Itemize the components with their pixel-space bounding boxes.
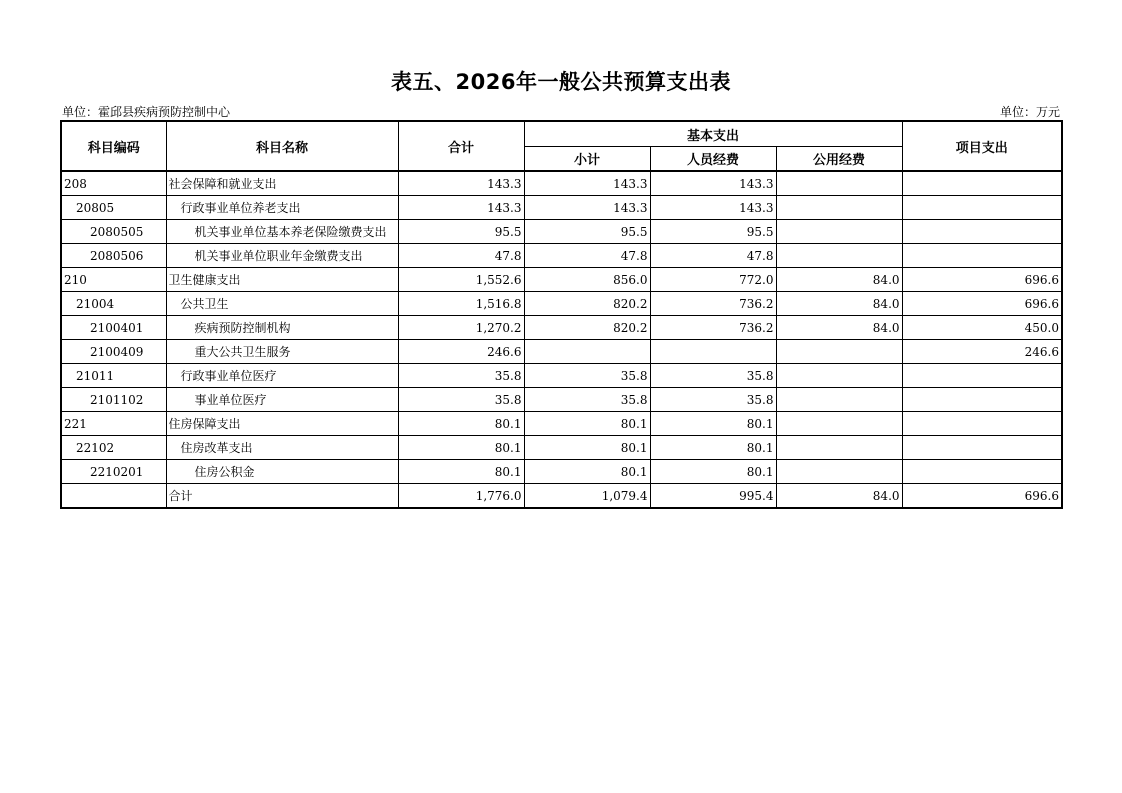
cell-subtotal <box>524 340 650 364</box>
table-body <box>61 171 1062 508</box>
budget-expenditure-table <box>60 120 1063 509</box>
cell-public <box>776 244 902 268</box>
cell-project <box>902 364 1062 388</box>
cell-name: 公共卫生 <box>166 292 398 316</box>
cell-subtotal: 820.2 <box>524 316 650 340</box>
cell-subtotal: 143.3 <box>524 171 650 196</box>
page-title: 表五、2026年一般公共预算支出表 <box>391 70 731 94</box>
cell-code: 2100409 <box>61 340 166 364</box>
cell-name: 合计 <box>166 484 398 509</box>
cell-personnel: 143.3 <box>650 196 776 220</box>
cell-code: 2080505 <box>61 220 166 244</box>
cell-subtotal: 35.8 <box>524 364 650 388</box>
cell-code: 2080506 <box>61 244 166 268</box>
cell-public <box>776 460 902 484</box>
cell-subtotal: 80.1 <box>524 412 650 436</box>
cell-personnel: 80.1 <box>650 460 776 484</box>
table-row <box>61 196 1062 220</box>
cell-total: 1,552.6 <box>398 268 524 292</box>
cell-total: 80.1 <box>398 436 524 460</box>
cell-subtotal: 35.8 <box>524 388 650 412</box>
cell-project: 696.6 <box>902 292 1062 316</box>
cell-project: 450.0 <box>902 316 1062 340</box>
cell-project <box>902 412 1062 436</box>
unit-currency-label: 单位：万元 <box>999 105 1060 119</box>
table-row <box>61 484 1062 509</box>
cell-public: 84.0 <box>776 484 902 509</box>
table-row <box>61 292 1062 316</box>
cell-public: 84.0 <box>776 268 902 292</box>
cell-name: 行政事业单位医疗 <box>166 364 398 388</box>
header-public-cost: 公用经费 <box>776 147 902 172</box>
cell-total: 1,270.2 <box>398 316 524 340</box>
cell-project <box>902 388 1062 412</box>
cell-name: 卫生健康支出 <box>166 268 398 292</box>
header-basic-expenditure: 基本支出 <box>524 121 902 147</box>
cell-personnel <box>650 340 776 364</box>
cell-code: 21011 <box>61 364 166 388</box>
table-row <box>61 388 1062 412</box>
cell-total: 95.5 <box>398 220 524 244</box>
cell-name: 疾病预防控制机构 <box>166 316 398 340</box>
cell-total: 35.8 <box>398 364 524 388</box>
cell-personnel: 35.8 <box>650 364 776 388</box>
cell-project <box>902 196 1062 220</box>
cell-name: 机关事业单位基本养老保险缴费支出 <box>166 220 398 244</box>
cell-name: 行政事业单位养老支出 <box>166 196 398 220</box>
header-personnel-cost: 人员经费 <box>650 147 776 172</box>
cell-code: 208 <box>61 171 166 196</box>
cell-code: 22102 <box>61 436 166 460</box>
cell-code: 21004 <box>61 292 166 316</box>
cell-code: 221 <box>61 412 166 436</box>
table-row <box>61 268 1062 292</box>
cell-public <box>776 412 902 436</box>
cell-name: 机关事业单位职业年金缴费支出 <box>166 244 398 268</box>
table-row <box>61 364 1062 388</box>
cell-public <box>776 171 902 196</box>
cell-personnel: 47.8 <box>650 244 776 268</box>
cell-code: 210 <box>61 268 166 292</box>
cell-name: 住房公积金 <box>166 460 398 484</box>
cell-code: 2100401 <box>61 316 166 340</box>
cell-total: 1,776.0 <box>398 484 524 509</box>
header-name: 科目名称 <box>166 121 398 171</box>
cell-code: 20805 <box>61 196 166 220</box>
cell-total: 143.3 <box>398 196 524 220</box>
cell-code: 2210201 <box>61 460 166 484</box>
cell-name: 社会保障和就业支出 <box>166 171 398 196</box>
table-row <box>61 340 1062 364</box>
cell-public <box>776 364 902 388</box>
cell-name: 事业单位医疗 <box>166 388 398 412</box>
cell-public <box>776 436 902 460</box>
cell-total: 35.8 <box>398 388 524 412</box>
cell-subtotal: 1,079.4 <box>524 484 650 509</box>
cell-subtotal: 80.1 <box>524 460 650 484</box>
cell-subtotal: 95.5 <box>524 220 650 244</box>
cell-name: 住房改革支出 <box>166 436 398 460</box>
cell-personnel: 772.0 <box>650 268 776 292</box>
cell-personnel: 143.3 <box>650 171 776 196</box>
cell-code <box>61 484 166 509</box>
table-row <box>61 316 1062 340</box>
cell-public <box>776 220 902 244</box>
cell-project: 246.6 <box>902 340 1062 364</box>
cell-public <box>776 340 902 364</box>
cell-subtotal: 143.3 <box>524 196 650 220</box>
table-row <box>61 220 1062 244</box>
cell-personnel: 80.1 <box>650 412 776 436</box>
header-code: 科目编码 <box>61 121 166 171</box>
table-row <box>61 244 1062 268</box>
header-project-expenditure: 项目支出 <box>902 121 1062 171</box>
cell-subtotal: 80.1 <box>524 436 650 460</box>
unit-org-label: 单位：霍邱县疾病预防控制中心 <box>62 105 231 119</box>
cell-name: 住房保障支出 <box>166 412 398 436</box>
cell-public: 84.0 <box>776 292 902 316</box>
cell-code: 2101102 <box>61 388 166 412</box>
cell-personnel: 736.2 <box>650 292 776 316</box>
table-row <box>61 171 1062 196</box>
header-total: 合计 <box>398 121 524 171</box>
header-subtotal: 小计 <box>524 147 650 172</box>
cell-total: 80.1 <box>398 460 524 484</box>
cell-project: 696.6 <box>902 268 1062 292</box>
cell-personnel: 80.1 <box>650 436 776 460</box>
cell-total: 80.1 <box>398 412 524 436</box>
cell-subtotal: 856.0 <box>524 268 650 292</box>
cell-subtotal: 820.2 <box>524 292 650 316</box>
cell-project <box>902 220 1062 244</box>
cell-subtotal: 47.8 <box>524 244 650 268</box>
cell-project <box>902 460 1062 484</box>
cell-public <box>776 196 902 220</box>
cell-total: 1,516.8 <box>398 292 524 316</box>
cell-name: 重大公共卫生服务 <box>166 340 398 364</box>
cell-total: 246.6 <box>398 340 524 364</box>
cell-total: 47.8 <box>398 244 524 268</box>
cell-project: 696.6 <box>902 484 1062 509</box>
cell-total: 143.3 <box>398 171 524 196</box>
cell-project <box>902 171 1062 196</box>
cell-public <box>776 388 902 412</box>
cell-project <box>902 436 1062 460</box>
cell-personnel: 995.4 <box>650 484 776 509</box>
cell-project <box>902 244 1062 268</box>
table-row <box>61 460 1062 484</box>
cell-personnel: 736.2 <box>650 316 776 340</box>
cell-public: 84.0 <box>776 316 902 340</box>
cell-personnel: 95.5 <box>650 220 776 244</box>
table-row <box>61 412 1062 436</box>
table-row <box>61 436 1062 460</box>
cell-personnel: 35.8 <box>650 388 776 412</box>
